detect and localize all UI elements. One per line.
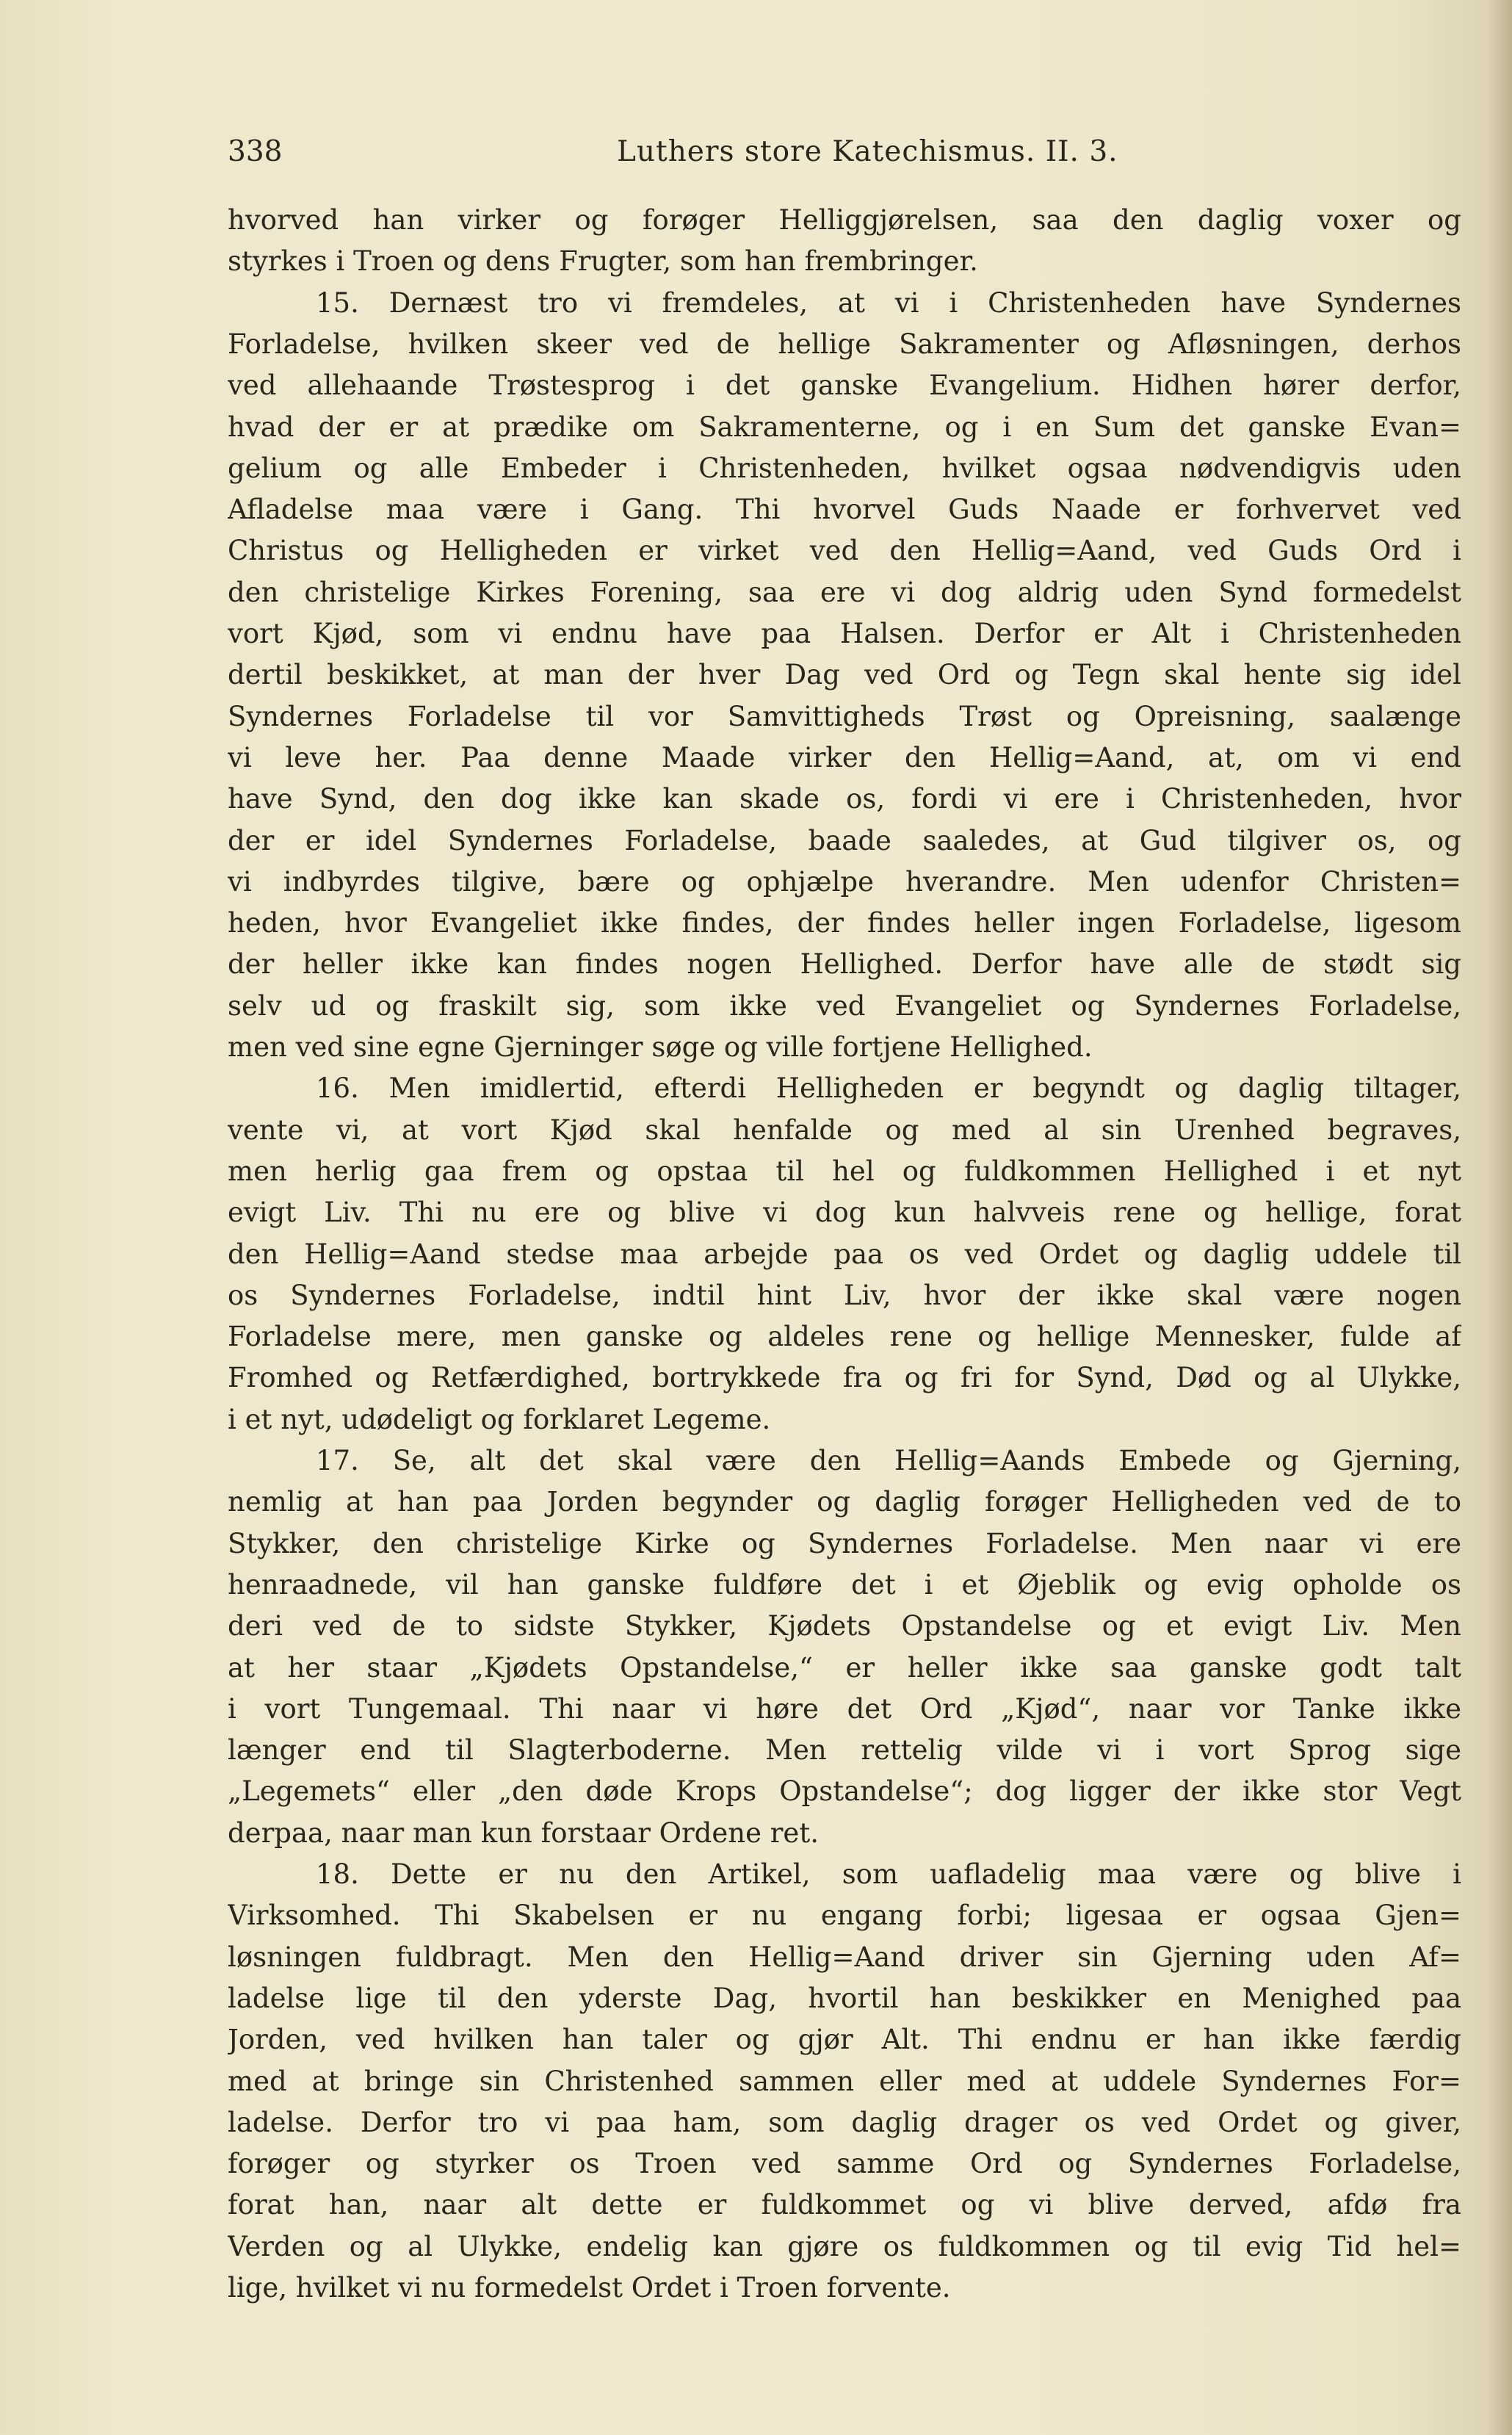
text-line: vort Kjød, som vi endnu have paa Halsen. Derfor er Alt i Christenheden [228,618,1461,649]
text-line: Stykker, den christelige Kirke og Syndernes Forladelse. Men naar vi ere [228,1528,1461,1559]
text-line: gelium og alle Embeder i Christenheden, hvilket ogsaa nødvendigvis uden [228,452,1461,484]
text-line: 18. Dette er nu den Artikel, som uafladelig maa være og blive i [316,1858,1461,1890]
text-line: i vort Tungemaal. Thi naar vi høre det Ord „Kjød“, naar vor Tanke ikke [228,1693,1461,1725]
text-line: Christus og Helligheden er virket ved den Hellig=Aand, ved Guds Ord i [228,535,1461,566]
text-line: derpaa, naar man kun forstaar Ordene ret. [228,1817,819,1849]
text-line: 15. Dernæst tro vi fremdeles, at vi i Christenheden have Syndernes [316,287,1461,319]
text-line: have Synd, den dog ikke kan skade os, fordi vi ere i Christenheden, hvor [228,783,1461,815]
text-line: Afladelse maa være i Gang. Thi hvorvel Guds Naade er forhvervet ved [228,494,1461,525]
text-line: længer end til Slagterboderne. Men rettelig vilde vi i vort Sprog sige [228,1734,1461,1766]
text-line: „Legemets“ eller „den døde Krops Opstandelse“; dog ligger der ikke stor Vegt [228,1775,1461,1807]
text-line: men ved sine egne Gjerninger søge og ville fortjene Hellighed. [228,1031,1093,1063]
text-line: lige, hvilket vi nu formedelst Ordet i Troen forvente. [228,2272,951,2304]
text-line: vente vi, at vort Kjød skal henfalde og med al sin Urenhed begraves, [228,1114,1461,1146]
page-number: 338 [228,135,283,168]
text-line: den Hellig=Aand stedse maa arbejde paa os ved Ordet og daglig uddele til [228,1238,1461,1270]
text-line: nemlig at han paa Jorden begynder og daglig forøger Helligheden ved de to [228,1486,1461,1518]
text-line: ladelse lige til den yderste Dag, hvortil han beskikker en Menighed paa [228,1983,1461,2014]
text-line: Fromhed og Retfærdighed, bortrykkede fra og fri for Synd, Død og al Ulykke, [228,1362,1461,1393]
text-line: Forladelse mere, men ganske og aldeles rene og hellige Mennesker, fulde af [228,1321,1461,1352]
text-line: men herlig gaa frem og opstaa til hel og fuldkommen Hellighed i et nyt [228,1155,1461,1187]
text-line: forøger og styrker os Troen ved samme Ord og Syndernes Forladelse, [228,2148,1461,2179]
text-line: Verden og al Ulykke, endelig kan gjøre os fuldkommen og til evig Tid hel= [228,2231,1461,2262]
text-line: forat han, naar alt dette er fuldkommet og vi blive derved, afdø fra [228,2189,1461,2221]
text-line: evigt Liv. Thi nu ere og blive vi dog kun halvveis rene og hellige, forat [228,1197,1461,1228]
text-line: styrkes i Troen og dens Frugter, som han frembringer. [228,245,978,277]
text-line: ved allehaande Trøstesprog i det ganske Evangelium. Hidhen hører derfor, [228,369,1461,401]
text-line: heden, hvor Evangeliet ikke findes, der findes heller ingen Forladelse, ligesom [228,907,1461,939]
text-line: Jorden, ved hvilken han taler og gjør Alt. Thi endnu er han ikke færdig [228,2024,1461,2055]
binding-shadow [1487,0,1512,2435]
text-line: ladelse. Derfor tro vi paa ham, som daglig drager os ved Ordet og giver, [228,2107,1461,2138]
text-line: Virksomhed. Thi Skabelsen er nu engang forbi; ligesaa er ogsaa Gjen= [228,1900,1461,1931]
text-line: 17. Se, alt det skal være den Hellig=Aands Embede og Gjerning, [316,1445,1461,1476]
text-line: der heller ikke kan findes nogen Hellighed. Derfor have alle de stødt sig [228,948,1461,980]
body-text [228,200,1461,2396]
text-line: løsningen fuldbragt. Men den Hellig=Aand driver sin Gjerning uden Af= [228,1941,1461,1973]
text-line: med at bringe sin Christenhed sammen eller med at uddele Syndernes For= [228,2066,1461,2097]
text-line: vi indbyrdes tilgive, bære og ophjælpe hverandre. Men udenfor Christen= [228,866,1461,898]
text-line: der er idel Syndernes Forladelse, baade saaledes, at Gud tilgiver os, og [228,825,1461,856]
text-line: i et nyt, udødeligt og forklaret Legeme. [228,1404,771,1435]
text-line: dertil beskikket, at man der hver Dag ved Ord og Tegn skal hente sig idel [228,659,1461,690]
text-line: selv ud og fraskilt sig, som ikke ved Evangeliet og Syndernes Forladelse, [228,990,1461,1022]
text-line: den christelige Kirkes Forening, saa ere vi dog aldrig uden Synd formedelst [228,577,1461,608]
text-line: at her staar „Kjødets Opstandelse,“ er heller ikke saa ganske godt talt [228,1652,1461,1684]
text-line: vi leve her. Paa denne Maade virker den Hellig=Aand, at, om vi end [228,742,1461,773]
text-line: Syndernes Forladelse til vor Samvittigheds Trøst og Opreisning, saalænge [228,701,1461,732]
page-header [228,132,1329,176]
text-line: os Syndernes Forladelse, indtil hint Liv, hvor der ikke skal være nogen [228,1280,1461,1311]
text-line: 16. Men imidlertid, efterdi Helligheden er begyndt og daglig tiltager, [316,1072,1461,1104]
text-line: hvad der er at prædike om Sakramenterne, og i en Sum det ganske Evan= [228,411,1461,443]
running-title: Luthers store Katechismus. II. 3. [617,135,1118,168]
text-line: Forladelse, hvilken skeer ved de hellige Sakramenter og Afløsningen, derhos [228,328,1461,360]
text-line: henraadnede, vil han ganske fuldføre det i et Øjeblik og evig opholde os [228,1569,1461,1601]
text-line: deri ved de to sidste Stykker, Kjødets Opstandelse og et evigt Liv. Men [228,1610,1461,1642]
text-line: hvorved han virker og forøger Helliggjørelsen, saa den daglig voxer og [228,204,1461,236]
